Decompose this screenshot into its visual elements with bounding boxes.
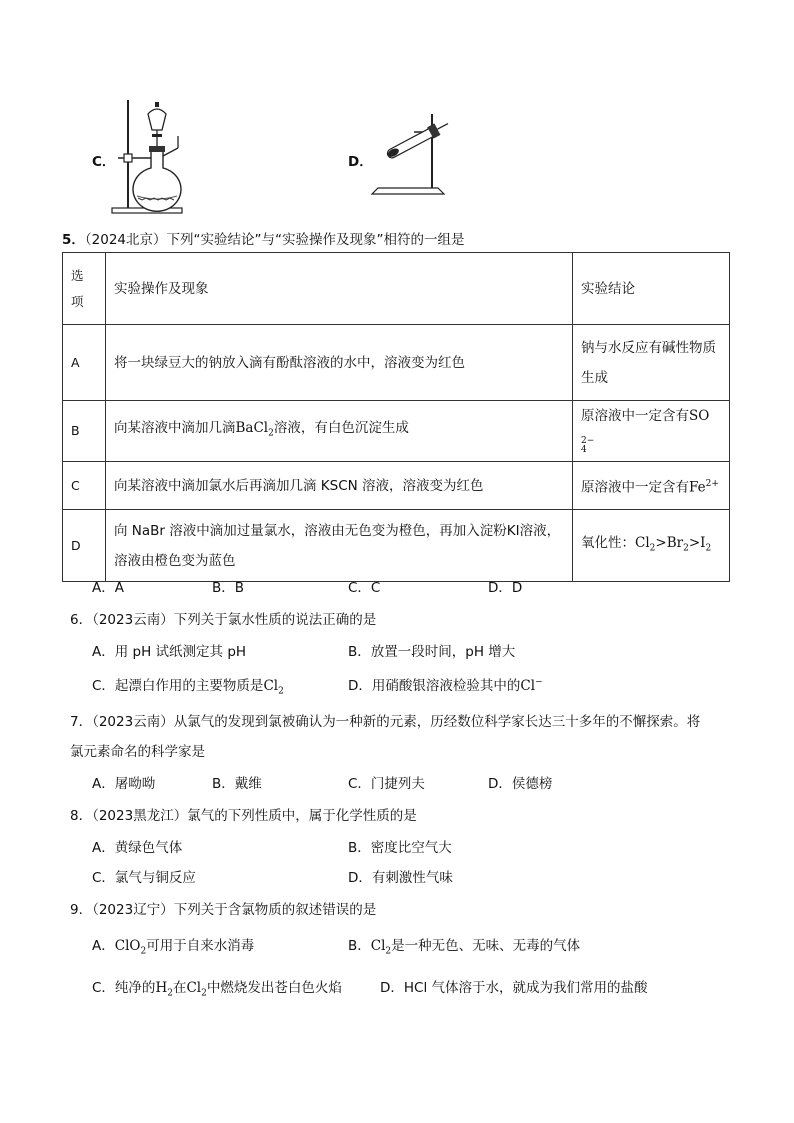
- row-operation: 将一块绿豆大的钠放入滴有酚酞溶液的水中，溶液变为红色: [106, 325, 573, 401]
- q7-option-c[interactable]: C．门捷列夫: [348, 776, 425, 792]
- q7-option-a[interactable]: A．屠呦呦: [92, 776, 156, 792]
- q6-option-a[interactable]: A．用 pH 试纸测定其 pH: [92, 644, 247, 660]
- row-option: D: [63, 510, 106, 582]
- option-d-label: D．: [348, 154, 373, 170]
- question-5-stem: [62, 228, 465, 248]
- table-row: [63, 462, 730, 510]
- row-conclusion: 原溶液中一定含有$Fe^{2+}$: [573, 462, 730, 510]
- row-conclusion: 原溶液中一定含有SO 2− 4: [573, 401, 730, 462]
- q5-answer-d[interactable]: D．D: [488, 580, 523, 596]
- q9-option-b[interactable]: B．$Cl_2$是一种无色、无味、无毒的气体: [348, 938, 581, 957]
- separatory-funnel-flask-apparatus: [108, 96, 198, 218]
- q7-option-b[interactable]: B．戴维: [212, 776, 262, 792]
- table-row: [63, 401, 730, 462]
- table-row: [63, 510, 730, 582]
- q9-option-d[interactable]: D．HCl 气体溶于水，就成为我们常用的盐酸: [380, 980, 648, 996]
- question-6-stem: 6．（2023云南）下列关于氯水性质的说法正确的是: [70, 612, 377, 628]
- q5-answer-a[interactable]: A．A: [92, 580, 124, 596]
- table-row: [63, 325, 730, 401]
- question-5-number: 5．: [62, 232, 85, 248]
- q8-option-a[interactable]: A．黄绿色气体: [92, 840, 183, 856]
- header-option: 选 项: [63, 253, 106, 325]
- q9-option-a[interactable]: A．ClO$_2$可用于自来水消毒: [92, 938, 255, 957]
- header-operation: 实验操作及现象: [106, 253, 573, 325]
- q6-option-b[interactable]: B．放置一段时间，pH 增大: [348, 644, 516, 660]
- row-option: A: [63, 325, 106, 401]
- row-option: B: [63, 401, 106, 462]
- row-conclusion: 钠与水反应有碱性物质 生成: [573, 325, 730, 401]
- question-5-source: （2024北京）: [84, 232, 167, 248]
- question-7-stem-line1: 7．（2023云南）从氯气的发现到氯被确认为一种新的元素，历经数位科学家长达三十多年的不懈探索。将: [70, 714, 701, 730]
- experiment-table: [62, 252, 730, 582]
- header-conclusion: 实验结论: [573, 253, 730, 325]
- q7-option-d[interactable]: D．侯德榜: [488, 776, 553, 792]
- question-5-text: 下列“实验结论”与“实验操作及现象”相符的一组是: [166, 232, 465, 248]
- row-operation: 向某溶液中滴加几滴BaCl$_2$溶液，有白色沉淀生成: [106, 401, 573, 462]
- row-option: C: [63, 462, 106, 510]
- q8-option-d[interactable]: D．有刺激性气味: [348, 870, 453, 886]
- q8-option-b[interactable]: B．密度比空气大: [348, 840, 452, 856]
- row-operation: 向某溶液中滴加氯水后再滴加几滴 KSCN 溶液，溶液变为红色: [106, 462, 573, 510]
- option-c-label: C．: [92, 154, 116, 170]
- q6-option-d[interactable]: D．用硝酸银溶液检验其中的Cl−: [348, 677, 543, 694]
- question-7-stem-line2: 氯元素命名的科学家是: [70, 744, 205, 760]
- q5-answer-c[interactable]: C．C: [348, 580, 381, 596]
- q8-option-c[interactable]: C．氯气与铜反应: [92, 870, 196, 886]
- question-9-stem: 9．（2023辽宁）下列关于含氯物质的叙述错误的是: [70, 902, 377, 918]
- row-operation: 向 NaBr 溶液中滴加过量氯水，溶液由无色变为橙色，再加入淀粉KI溶液， 溶液由橙色变为蓝色: [106, 510, 573, 582]
- q6-option-c[interactable]: C．起漂白作用的主要物质是$Cl_2$: [92, 678, 284, 697]
- row-conclusion: 氧化性：$Cl_2>Br_2>I_2$: [573, 510, 730, 582]
- q5-answer-b[interactable]: B．B: [212, 580, 245, 596]
- test-tube-heating-apparatus: [366, 110, 456, 200]
- question-8-stem: 8．（2023黑龙江）氯气的下列性质中，属于化学性质的是: [70, 808, 417, 824]
- q9-option-c[interactable]: C．纯净的$H_2$在$Cl_2$中燃烧发出苍白色火焰: [92, 980, 342, 999]
- table-header-row: [63, 253, 730, 325]
